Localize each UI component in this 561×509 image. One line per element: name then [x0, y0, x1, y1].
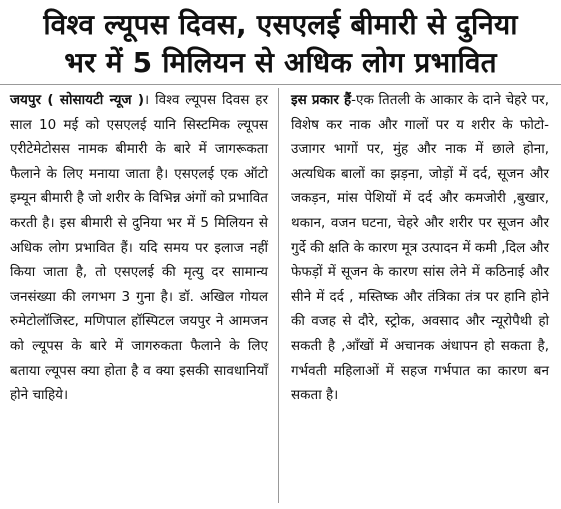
article-column-left: [6, 88, 279, 503]
symptoms-lead: इस प्रकार हैं: [291, 92, 352, 108]
right-paragraph: [291, 88, 549, 408]
left-paragraph: [10, 88, 268, 408]
dateline: जयपुर ( सोसायटी न्यूज ): [10, 92, 145, 108]
headline-divider: [0, 84, 561, 85]
right-column-text: -एक तितली के आकार के दाने चेहरे पर, विशेष कर नाक और गालों पर य शरीर के फोटो-उजागर भागों पर, मुंह और नाक में छाले होना, अत्यधिक बालों का झड़ना, जोड़ों में दर्द, सूजन और जकड़न, मांस पेशियों में दर्द और कमजोरी ,बुखार, थकान, वजन घटना, चेहरे और शरीर पर सूजन और गुर्दे की क्षति के कारण मूत्र उत्पादन में कमी ,दिल और फेफड़ों में सूजन के कारण सांस लेने में कठिनाई और सीने में दर्द , मस्तिष्क और तंत्रिका तंत्र पर हानि होने की वजह से दौरे, स्ट्रोक, अवसाद और न्यूरोपैथी हो सकती है ,आँखों में अचानक अंधापन हो सकता है, गर्भवती महिलाओं में सहज गर्भपात का कारण बन सकता है।: [291, 92, 549, 404]
article-columns: [6, 88, 555, 503]
article-column-right: [279, 88, 555, 503]
left-column-text: । विश्व ल्यूपस दिवस हर साल 10 मई को एसएलई यानि सिस्टमिक ल्यूपस एरीटेमेटोसस नामक बीमारी के बारे में जागरूकता फैलाने के लिए मनाया जाता है। एसएलई एक ऑटो इम्यून बीमारी है जो शरीर के विभिन्न अंगों को प्रभावित करती है। इस बीमारी से दुनिया भर में 5 मिलियन से अधिक लोग प्रभावित हैं। यदि समय पर इलाज नहीं किया जाता है, तो एसएलई की मृत्यु दर सामान्य जनसंख्या की लगभग 3 गुना है। डॉ. अखिल गोयल रुमेटोलॉजिस्ट, मणिपाल हॉस्पिटल जयपुर ने आमजन को ल्यूपस के बारे में जागरुकता फैलाने के लिए बताया ल्यूपस क्या होता है व क्या इसकी सावधानियाँ होने चाहिये।: [10, 92, 268, 404]
headline: [0, 0, 561, 82]
headline-line-1: विश्व ल्यूपस दिवस, एसएलई बीमारी से दुनिया: [43, 8, 518, 41]
headline-line-2: भर में 5 मिलियन से अधिक लोग प्रभावित: [64, 46, 497, 79]
